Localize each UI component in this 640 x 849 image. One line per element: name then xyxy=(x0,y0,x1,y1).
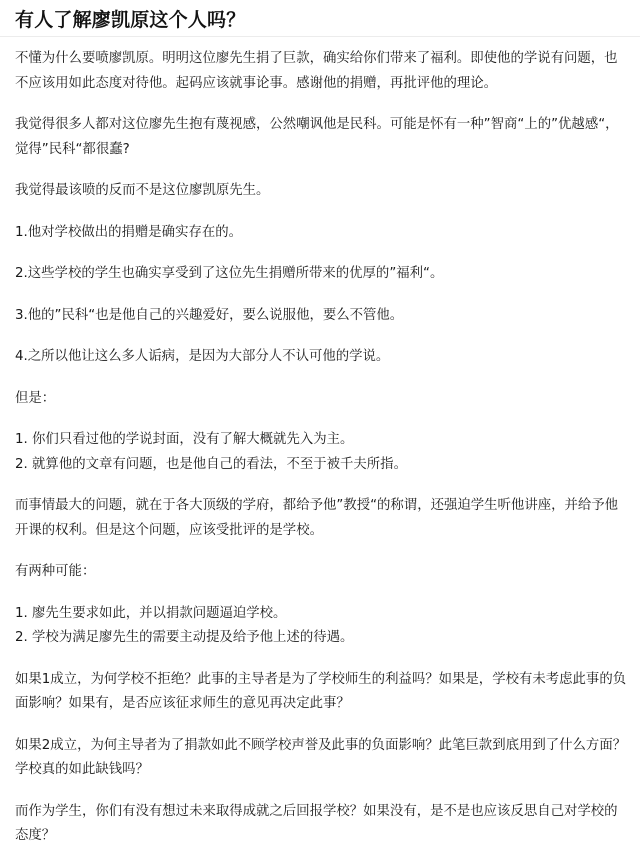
list-item: 2. 就算他的文章有问题，也是他自己的看法，不至于被千夫所指。 xyxy=(15,456,407,472)
paragraph-7: 4.之所以他让这么多人诟病，是因为大部分人不认可他的学说。 xyxy=(15,349,390,364)
list-item: 1. 廖先生要求如此，并以捐款问题逼迫学校。 xyxy=(15,605,287,621)
paragraph-11: 如果1成立，为何学校不拒绝？此事的主导者是为了学校师生的利益吗？如果是，学校有未考虑此事的负面影响？如果有，是否应该征求师生的意见再决定此事？ xyxy=(15,671,627,711)
paragraph-10: 有两种可能： xyxy=(15,564,96,579)
list-item: 2. 学校为满足廖先生的需要主动提及给予他上述的待遇。 xyxy=(15,630,354,645)
paragraph-5: 2.这些学校的学生也确实享受到了这位先生捐赠所带来的优厚的”福利“。 xyxy=(15,266,444,281)
paragraph-3: 我觉得最该喷的反而不是这位廖凯原先生。 xyxy=(15,183,270,198)
title-divider xyxy=(0,36,640,37)
answer-body xyxy=(15,47,628,849)
paragraph-12: 如果2成立，为何主导者为了捐款如此不顾学校声誉及此事的负面影响？此笔巨款到底用到了什么方面？学校真的如此缺钱吗？ xyxy=(15,737,627,777)
paragraph-2: 我觉得很多人都对这位廖先生抱有蔑视感，公然嘲讽他是民科。可能是怀有一种”智商“上的”优越感“，觉得”民科“都很蠢? xyxy=(15,117,619,157)
paragraph-4: 1.他对学校做出的捐赠是确实存在的。 xyxy=(15,224,243,240)
page-title: 有人了解廖凯原这个人吗？ xyxy=(15,9,246,31)
paragraph-13: 而作为学生，你们有没有想过未来取得成就之后回报学校？如果没有，是不是也应该反思自己对学校的态度？ xyxy=(15,803,618,843)
paragraph-9: 而事情最大的问题，就在于各大顶级的学府，都给予他”教授“的称谓，还强迫学生听他讲座，并给予他开课的权利。但是这个问题，应该受批评的是学校。 xyxy=(15,498,619,538)
list-item: 1. 你们只看过他的学说封面，没有了解大概就先入为主。 xyxy=(15,432,354,447)
paragraph-6: 3.他的”民科“也是他自己的兴趣爱好，要么说服他，要么不管他。 xyxy=(15,307,404,323)
possibilities-list xyxy=(15,602,628,651)
reasons-list xyxy=(15,428,628,477)
paragraph-1: 不懂为什么要喷廖凯原。明明这位廖先生捐了巨款，确实给你们带来了福利。即使他的学说有问题，也不应该用如此态度对待他。起码应该就事论事。感谢他的捐赠，再批评他的理论。 xyxy=(15,51,618,91)
paragraph-8: 但是： xyxy=(15,390,56,406)
